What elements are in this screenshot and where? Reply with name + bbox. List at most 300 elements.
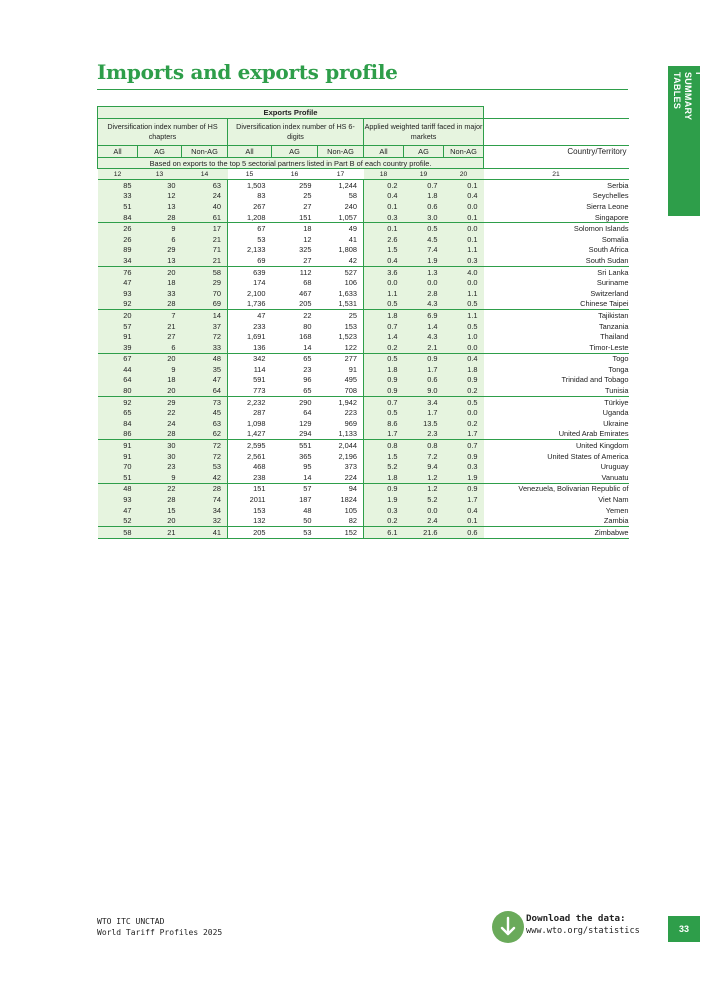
value-cell: 0.0 [444, 201, 484, 212]
value-cell: 0.0 [444, 277, 484, 288]
value-cell: 57 [272, 483, 318, 494]
download-cloud-icon[interactable] [492, 911, 524, 943]
value-cell: 34 [182, 505, 228, 516]
value-cell: 49 [318, 223, 364, 234]
column-number: 17 [318, 169, 364, 180]
value-cell: 0.6 [404, 375, 444, 386]
value-cell: 1.7 [364, 429, 404, 440]
table-row [98, 461, 629, 472]
value-cell: 14 [303, 342, 312, 352]
value-cell: 1.2 [404, 483, 444, 494]
value-cell: 1.4 [404, 321, 444, 332]
value-cell: 29 [138, 396, 182, 407]
table-row [98, 310, 629, 321]
value-cell: 6.1 [364, 527, 404, 539]
value-cell: 23 [138, 461, 182, 472]
value-cell: 0.5 [404, 223, 444, 234]
value-cell: 0.9 [364, 375, 404, 386]
value-cell: 51 [98, 472, 138, 483]
value-cell: 0.4 [444, 505, 484, 516]
value-cell: 0.7 [364, 396, 404, 407]
table-row [98, 223, 629, 234]
value-cell: 122 [344, 342, 357, 352]
value-cell: 1.9 [444, 472, 484, 483]
value-cell: 63 [182, 180, 228, 191]
value-cell: 1.8 [404, 191, 444, 202]
section-tab-line1: SUMMARY [683, 72, 693, 121]
value-cell: 2,595 [228, 440, 272, 451]
value-cell: 18 [272, 223, 318, 234]
value-cell: 136 [228, 342, 272, 353]
value-cell: 114 [228, 364, 272, 375]
value-cell: 2,232 [228, 396, 272, 407]
column-number: 14 [182, 169, 228, 180]
table-row [98, 288, 629, 299]
value-cell: 76 [98, 266, 138, 277]
country-cell: Trinidad and Tobago [561, 375, 629, 385]
value-cell: 1,057 [338, 212, 357, 222]
value-cell: 1,503 [228, 180, 272, 191]
value-cell: 0.5 [364, 299, 404, 310]
value-cell: 0.5 [364, 407, 404, 418]
value-cell: 13 [138, 201, 182, 212]
value-cell: 40 [182, 201, 228, 212]
value-cell: 267 [228, 201, 272, 212]
table-row [98, 321, 629, 332]
value-cell: 153 [228, 505, 272, 516]
value-cell: 0.4 [444, 353, 484, 364]
value-cell: 41 [182, 527, 228, 539]
value-cell: 1.9 [364, 494, 404, 505]
table-row [98, 494, 629, 505]
table-row [98, 234, 629, 245]
value-cell: 52 [98, 515, 138, 526]
value-cell: 365 [299, 451, 312, 461]
value-cell: 467 [299, 288, 312, 298]
value-cell: 468 [228, 461, 272, 472]
col-header-all: All [364, 146, 404, 158]
download-url: www.wto.org/statistics [526, 926, 640, 936]
value-cell: 0.6 [404, 201, 444, 212]
value-cell: 1.1 [444, 245, 484, 256]
value-cell: 1,523 [338, 332, 357, 342]
value-cell: 85 [98, 180, 138, 191]
value-cell: 22 [138, 483, 182, 494]
value-cell: 773 [228, 385, 272, 396]
value-cell: 105 [344, 505, 357, 515]
value-cell: 0.4 [364, 191, 404, 202]
value-cell: 20 [138, 353, 182, 364]
value-cell: 0.6 [444, 527, 484, 539]
value-cell: 187 [299, 495, 312, 505]
country-cell: Serbia [484, 180, 629, 191]
table-row [98, 255, 629, 266]
value-cell: 1,244 [318, 180, 364, 191]
value-cell: 53 [272, 527, 318, 539]
value-cell: 112 [272, 266, 318, 277]
value-cell: 495 [344, 375, 357, 385]
value-cell: 28 [182, 483, 228, 494]
table-row [98, 407, 629, 418]
value-cell: 129 [299, 418, 312, 428]
value-cell: 48 [182, 353, 228, 364]
value-cell: 0.2 [364, 515, 404, 526]
value-cell: 53 [182, 461, 228, 472]
value-cell: 0.3 [364, 505, 404, 516]
page-number: 33 [668, 916, 700, 942]
value-cell: 1.3 [404, 266, 444, 277]
value-cell: 21.6 [404, 527, 444, 539]
value-cell: 233 [228, 321, 272, 332]
col-header-ag: AG [272, 146, 318, 158]
value-cell: 12 [303, 234, 312, 244]
value-cell: 4.3 [404, 331, 444, 342]
value-cell: 80 [303, 321, 312, 331]
value-cell: 96 [303, 375, 312, 385]
value-cell: 0.9 [444, 451, 484, 462]
table-row [98, 342, 629, 353]
value-cell: 223 [344, 408, 357, 418]
value-cell: 2.4 [404, 515, 444, 526]
value-cell: 1.7 [444, 494, 484, 505]
table-row [98, 191, 629, 202]
value-cell: 21 [182, 234, 228, 245]
value-cell: 259 [272, 180, 318, 191]
value-cell: 2,100 [228, 288, 272, 299]
value-cell: 7.4 [404, 245, 444, 256]
value-cell: 94 [318, 483, 364, 494]
value-cell: 26 [98, 223, 138, 234]
country-cell: Vanuatu [601, 472, 629, 482]
column-number: 16 [272, 169, 318, 180]
value-cell: 0.2 [444, 385, 484, 396]
value-cell: 2.8 [404, 288, 444, 299]
col-header-nonag: Non-AG [444, 146, 484, 158]
value-cell: 30 [138, 440, 182, 451]
value-cell: 73 [182, 396, 228, 407]
value-cell: 0.0 [444, 407, 484, 418]
table-row [98, 364, 629, 375]
value-cell: 30 [138, 451, 182, 462]
value-cell: 2,133 [228, 245, 272, 256]
country-cell: Yemen [605, 505, 629, 515]
value-cell: 168 [299, 332, 312, 342]
column-number: 15 [228, 169, 272, 180]
value-cell: 69 [228, 255, 272, 266]
country-cell: Chinese Taipei [580, 299, 629, 309]
table-row [98, 201, 629, 212]
value-cell: 72 [182, 451, 228, 462]
value-cell: 4.5 [404, 234, 444, 245]
value-cell: 64 [182, 385, 228, 396]
value-cell: 91 [348, 364, 357, 374]
value-cell: 20 [138, 266, 182, 277]
value-cell: 28 [138, 299, 182, 310]
value-cell: 342 [228, 353, 272, 364]
col-header-nonag: Non-AG [182, 146, 228, 158]
value-cell: 93 [98, 288, 138, 299]
value-cell: 1.2 [404, 472, 444, 483]
value-cell: 47 [98, 277, 138, 288]
country-cell: Tonga [608, 364, 629, 374]
value-cell: 1,427 [228, 429, 272, 440]
value-cell: 29 [182, 277, 228, 288]
value-cell: 45 [182, 407, 228, 418]
value-cell: 20 [138, 515, 182, 526]
country-cell: Suriname [596, 278, 629, 288]
country-cell: Somalia [601, 234, 629, 244]
value-cell: 639 [228, 266, 272, 277]
value-cell: 33 [98, 191, 138, 202]
value-cell: 325 [299, 245, 312, 255]
table-row [98, 505, 629, 516]
value-cell: 106 [344, 278, 357, 288]
country-cell: Venezuela, Bolivarian Republic of [484, 483, 629, 494]
value-cell: 2.3 [404, 429, 444, 440]
value-cell: 0.9 [444, 483, 484, 494]
value-cell: 33 [138, 288, 182, 299]
value-cell: 3.6 [364, 266, 404, 277]
value-cell: 1.1 [444, 288, 484, 299]
value-cell: 47 [228, 310, 272, 321]
section-tab-roman: I [694, 72, 704, 75]
value-cell: 64 [98, 375, 138, 386]
country-cell: Sierra Leone [586, 201, 629, 211]
value-cell: 92 [98, 299, 138, 310]
value-cell: 205 [299, 299, 312, 309]
value-cell: 58 [98, 527, 138, 539]
value-cell: 58 [182, 266, 228, 277]
value-cell: 27 [303, 201, 312, 211]
country-cell: Solomon Islands [484, 223, 629, 234]
value-cell: 1824 [340, 495, 357, 505]
value-cell: 4.3 [404, 299, 444, 310]
value-cell: 91 [98, 451, 138, 462]
value-cell: 44 [98, 364, 138, 375]
country-cell: Switzerland [590, 288, 629, 298]
value-cell: 0.2 [444, 418, 484, 429]
value-cell: 0.9 [364, 385, 404, 396]
value-cell: 0.3 [444, 255, 484, 266]
section-tab[interactable] [668, 66, 704, 216]
value-cell: 82 [348, 516, 357, 526]
value-cell: 58 [348, 191, 357, 201]
value-cell: 1.8 [364, 310, 404, 321]
column-number: 20 [444, 169, 484, 180]
value-cell: 67 [98, 353, 138, 364]
value-cell: 0.1 [444, 515, 484, 526]
value-cell: 48 [303, 505, 312, 515]
value-cell: 93 [98, 494, 138, 505]
value-cell: 0.0 [364, 277, 404, 288]
table-row [98, 515, 629, 526]
value-cell: 1.1 [364, 288, 404, 299]
value-cell: 13 [138, 255, 182, 266]
value-cell: 13.5 [404, 418, 444, 429]
value-cell: 591 [228, 375, 272, 386]
country-cell: United Kingdom [484, 440, 629, 451]
value-cell: 1,691 [228, 331, 272, 342]
value-cell: 1,133 [338, 429, 357, 439]
value-cell: 9.0 [404, 385, 444, 396]
value-cell: 18 [138, 277, 182, 288]
value-cell: 3.0 [404, 212, 444, 223]
value-cell: 20 [98, 310, 138, 321]
footer-publisher-line2: World Tariff Profiles 2025 [97, 928, 223, 937]
page-title: Imports and exports profile [97, 60, 398, 84]
value-cell: 89 [98, 245, 138, 256]
value-cell: 5.2 [364, 461, 404, 472]
group-header-hs-6digits: Diversification index number of HS 6-digits [228, 119, 364, 146]
value-cell: 0.4 [444, 191, 484, 202]
value-cell: 50 [303, 516, 312, 526]
column-number: 13 [138, 169, 182, 180]
value-cell: 48 [98, 483, 138, 494]
value-cell: 28 [138, 494, 182, 505]
value-cell: 0.4 [364, 255, 404, 266]
value-cell: 47 [182, 375, 228, 386]
value-cell: 25 [303, 191, 312, 201]
group-header-applied-tariff: Applied weighted tariff faced in major markets [364, 119, 484, 146]
value-cell: 29 [138, 245, 182, 256]
value-cell: 0.2 [364, 180, 404, 191]
value-cell: 0.7 [444, 440, 484, 451]
value-cell: 2,044 [318, 440, 364, 451]
value-cell: 1.9 [404, 255, 444, 266]
value-cell: 33 [182, 342, 228, 353]
value-cell: 28 [138, 212, 182, 223]
value-cell: 1.8 [364, 472, 404, 483]
value-cell: 1,942 [318, 396, 364, 407]
value-cell: 42 [348, 255, 357, 265]
value-cell: 65 [272, 353, 318, 364]
country-cell: South Africa [588, 245, 629, 255]
value-cell: 9 [138, 223, 182, 234]
value-cell: 0.0 [444, 223, 484, 234]
value-cell: 21 [138, 527, 182, 539]
value-cell: 0.5 [444, 396, 484, 407]
value-cell: 0.1 [444, 234, 484, 245]
value-cell: 22 [272, 310, 318, 321]
value-cell: 152 [318, 527, 364, 539]
value-cell: 84 [98, 212, 138, 223]
value-cell: 28 [138, 429, 182, 440]
value-cell: 32 [182, 515, 228, 526]
value-cell: 27 [138, 331, 182, 342]
value-cell: 294 [299, 429, 312, 439]
table-row [98, 483, 629, 494]
download-link[interactable] [526, 913, 640, 937]
value-cell: 2,561 [228, 451, 272, 462]
value-cell: 1,736 [228, 299, 272, 310]
value-cell: 53 [228, 234, 272, 245]
value-cell: 1.8 [364, 364, 404, 375]
table-row [98, 472, 629, 483]
table-row [98, 451, 629, 462]
value-cell: 9 [138, 364, 182, 375]
col-header-ag: AG [404, 146, 444, 158]
value-cell: 1.8 [444, 364, 484, 375]
country-cell: United States of America [547, 451, 629, 461]
value-cell: 1,633 [338, 288, 357, 298]
country-cell: Ukraine [603, 418, 629, 428]
value-cell: 23 [303, 364, 312, 374]
value-cell: 91 [98, 331, 138, 342]
value-cell: 0.7 [364, 321, 404, 332]
value-cell: 51 [98, 201, 138, 212]
table-row [98, 212, 629, 223]
table-row [98, 385, 629, 396]
col-header-all: All [98, 146, 138, 158]
value-cell: 9 [138, 472, 182, 483]
table-row [98, 440, 629, 451]
value-cell: 287 [228, 407, 272, 418]
country-cell: Singapore [594, 212, 629, 222]
value-cell: 0.3 [364, 212, 404, 223]
country-cell: Seychelles [592, 191, 629, 201]
value-cell: 72 [182, 331, 228, 342]
value-cell: 24 [138, 418, 182, 429]
value-cell: 0.8 [364, 440, 404, 451]
value-cell: 92 [98, 396, 138, 407]
value-cell: 0.9 [364, 483, 404, 494]
value-cell: 2011 [228, 494, 272, 505]
value-cell: 2.6 [364, 234, 404, 245]
value-cell: 373 [344, 462, 357, 472]
value-cell: 708 [344, 386, 357, 396]
value-cell: 22 [138, 407, 182, 418]
value-cell: 64 [303, 408, 312, 418]
value-cell: 21 [138, 321, 182, 332]
value-cell: 69 [182, 299, 228, 310]
footer-publisher-line1: WTO ITC UNCTAD [97, 917, 165, 926]
exports-profile-table [97, 106, 628, 539]
value-cell: 41 [348, 234, 357, 244]
value-cell: 95 [303, 462, 312, 472]
value-cell: 21 [182, 255, 228, 266]
value-cell: 9.4 [404, 461, 444, 472]
table-row [98, 418, 629, 429]
country-cell: Türkiye [484, 396, 629, 407]
value-cell: 27 [303, 255, 312, 265]
value-cell: 18 [138, 375, 182, 386]
value-cell: 1.5 [364, 245, 404, 256]
country-cell: Tunisia [604, 386, 629, 396]
value-cell: 83 [228, 191, 272, 202]
col-header-country: Country/Territory [484, 146, 629, 158]
value-cell: 7.2 [404, 451, 444, 462]
value-cell: 0.3 [444, 461, 484, 472]
value-cell: 72 [182, 440, 228, 451]
country-cell: Uganda [602, 408, 629, 418]
value-cell: 42 [182, 472, 228, 483]
table-row [98, 375, 629, 386]
country-cell: South Sudan [585, 255, 629, 265]
value-cell: 0.0 [404, 277, 444, 288]
country-cell: Viet Nam [598, 495, 629, 505]
country-cell: Thailand [600, 332, 629, 342]
title-rule [97, 89, 628, 90]
value-cell: 0.1 [364, 223, 404, 234]
value-cell: 4.0 [444, 266, 484, 277]
value-cell: 0.1 [444, 212, 484, 223]
value-cell: 0.1 [364, 201, 404, 212]
value-cell: 86 [98, 429, 138, 440]
value-cell: 551 [272, 440, 318, 451]
section-title: Exports Profile [98, 107, 484, 119]
table-row [98, 429, 629, 440]
value-cell: 0.5 [444, 299, 484, 310]
